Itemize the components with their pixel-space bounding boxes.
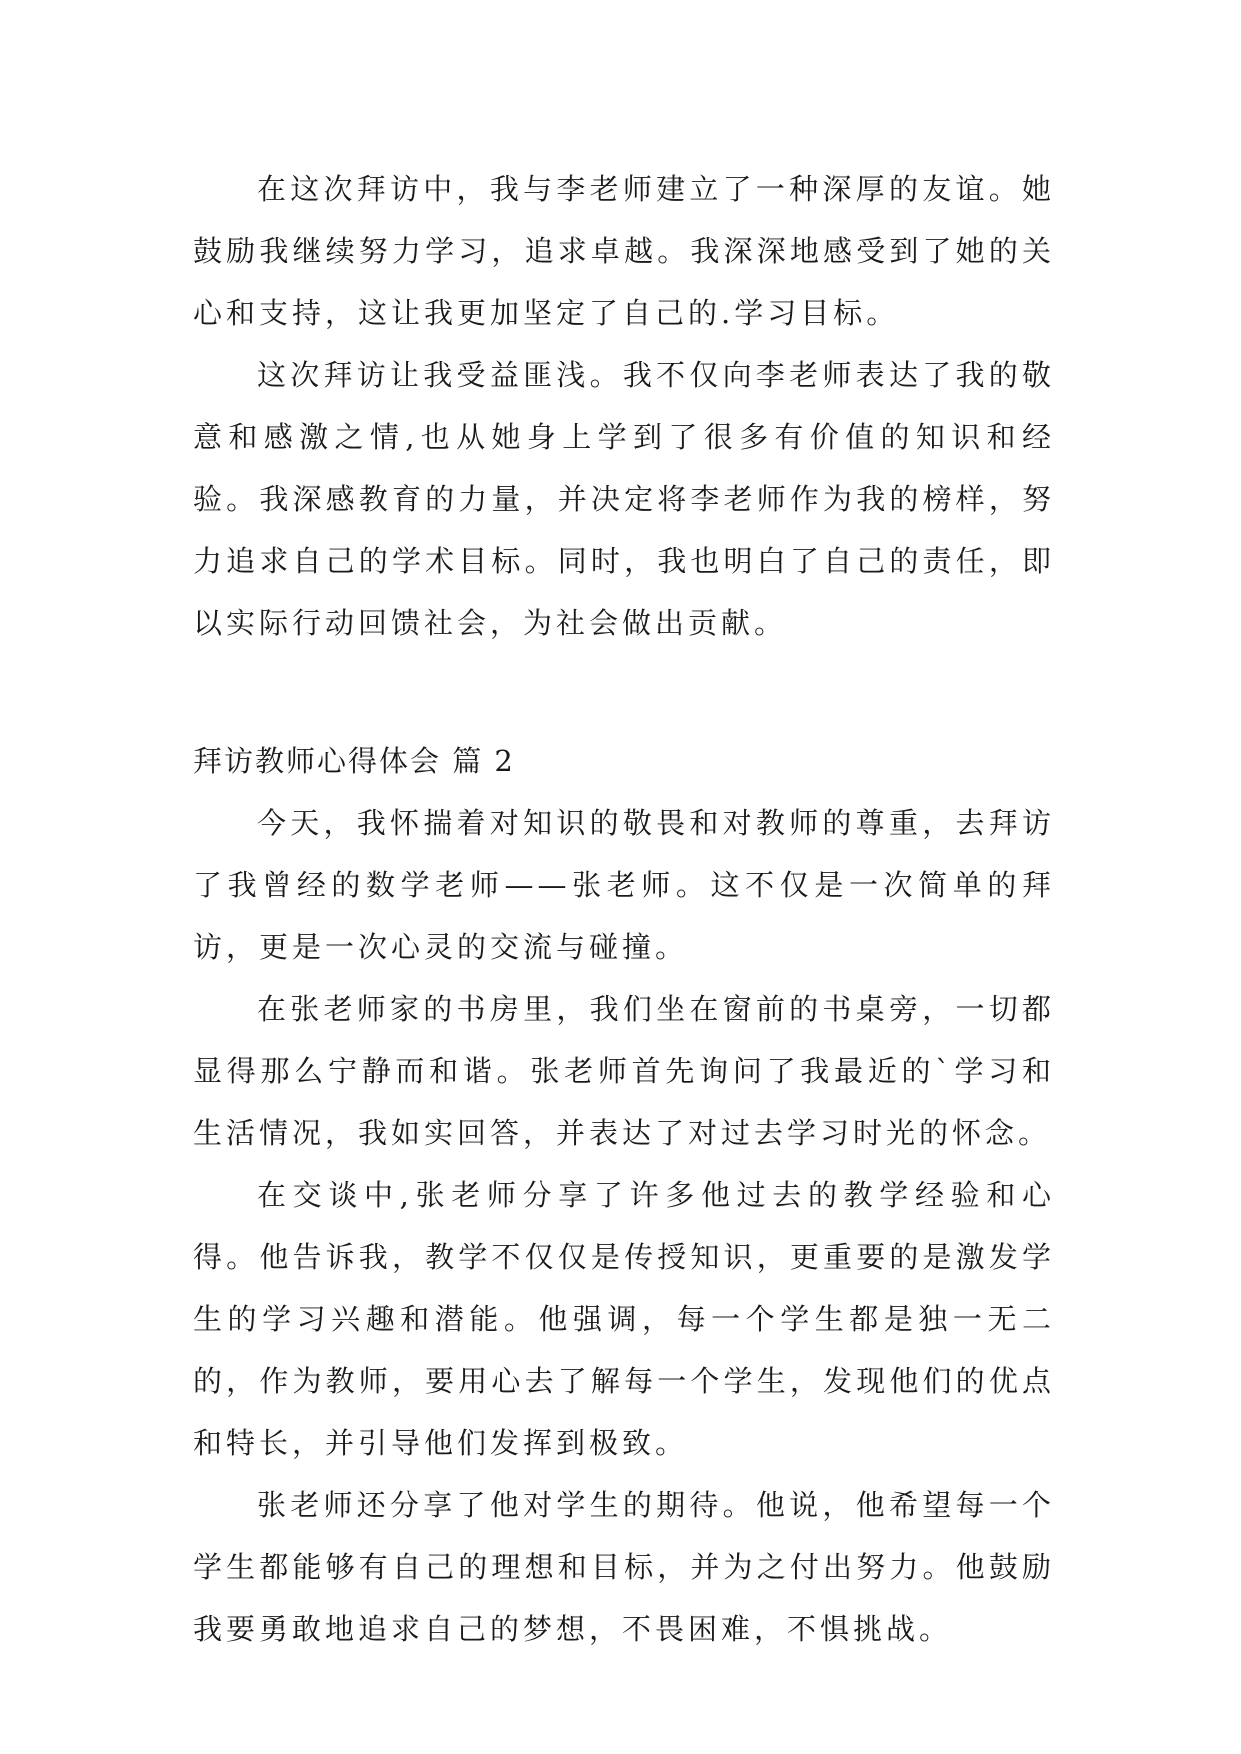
paragraph: 张老师还分享了他对学生的期待。他说，他希望每一个学生都能够有自己的理想和目标，并为之付出努力。他鼓励我要勇敢地追求自己的梦想，不畏困难，不惧挑战。 <box>193 1488 1055 1646</box>
document-body <box>193 158 1055 1660</box>
section-title: 拜访教师心得体会 篇 2 <box>193 744 515 778</box>
paragraph: 今天，我怀揣着对知识的敬畏和对教师的尊重，去拜访了我曾经的数学老师——张老师。这不仅是一次简单的拜访，更是一次心灵的交流与碰撞。 <box>193 806 1055 964</box>
paragraph: 在张老师家的书房里，我们坐在窗前的书桌旁，一切都显得那么宁静而和谐。张老师首先询问了我最近的`学习和生活情况，我如实回答，并表达了对过去学习时光的怀念。 <box>193 992 1055 1150</box>
paragraph: 在这次拜访中，我与李老师建立了一种深厚的友谊。她鼓励我继续努力学习，追求卓越。我深深地感受到了她的关心和支持，这让我更加坚定了自己的.学习目标。 <box>193 172 1055 330</box>
paragraph: 这次拜访让我受益匪浅。我不仅向李老师表达了我的敬意和感激之情,也从她身上学到了很多有价值的知识和经验。我深感教育的力量，并决定将李老师作为我的榜样，努力追求自己的学术目标。同时，我也明白了自己的责任，即以实际行动回馈社会，为社会做出贡献。 <box>193 358 1055 640</box>
paragraph: 在交谈中,张老师分享了许多他过去的教学经验和心得。他告诉我，教学不仅仅是传授知识，更重要的是激发学生的学习兴趣和潜能。他强调，每一个学生都是独一无二的，作为教师，要用心去了解每一个学生，发现他们的优点和特长，并引导他们发挥到极致。 <box>193 1178 1055 1460</box>
